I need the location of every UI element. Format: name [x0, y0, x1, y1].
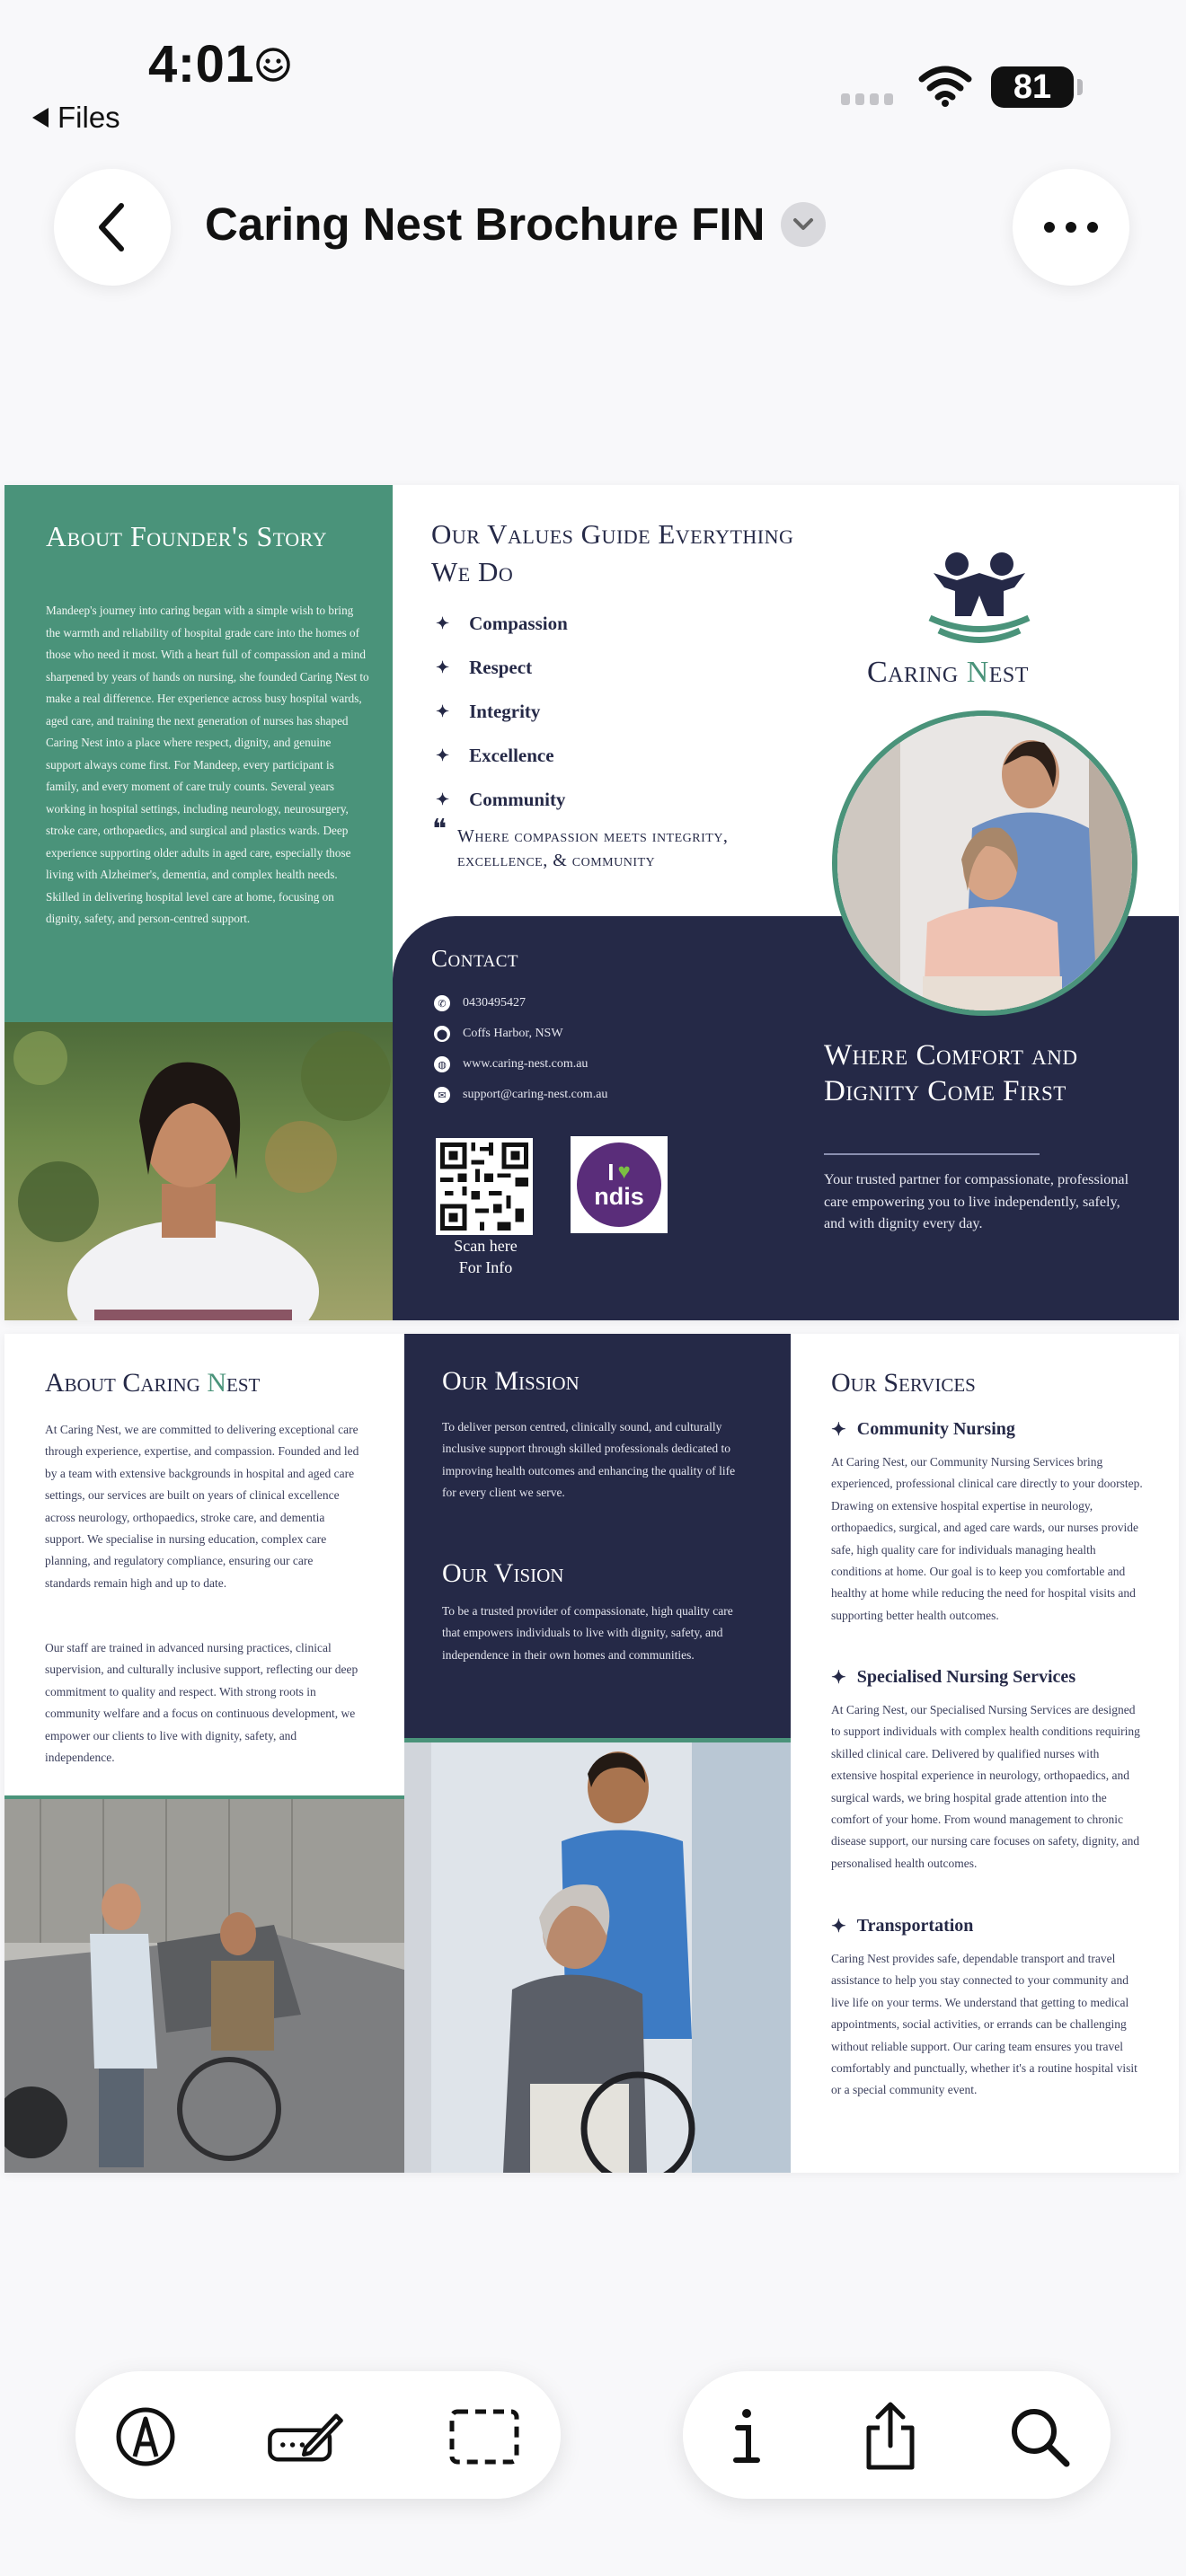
car-assist-photo — [4, 1795, 404, 2173]
founder-text: Mandeep's journey into caring began with a simple wish to bring the warmth and reliability of hospital grade care into the homes of those who need it most. With a heart full of compassion and a mind sharpened by years of hands on nursing, she founded Caring Nest to make a real difference. Her experience across busy hospital wards, aged care, and training the next generation of nurses has shaped Caring Nest into a place where respect, dignity, and genuine support always come first. For Mandeep, every participant is family, and every moment of care truly counts. Several years working in hospital settings, including neurology, neurosurgery, stroke care, orthopaedics, and surgical and plastics wards. Deep experience supporting older adults in aged care, especially those living with Alzheimer's, dementia, and complex health needs. Skilled in delivering hospital level care at home, focusing on dignity, safety, and person-centred support. — [46, 604, 369, 925]
ellipsis-icon — [1042, 221, 1100, 234]
back-files-label: Files — [58, 101, 120, 134]
heart-icon: ♥ — [617, 1160, 631, 1184]
signature-button[interactable] — [265, 2396, 346, 2477]
markup-button[interactable] — [105, 2396, 186, 2477]
contact-title: Contact — [431, 945, 519, 972]
vision-title: Our Vision — [442, 1558, 564, 1588]
nurse-with-patient-image — [404, 1742, 791, 2173]
smiley-icon — [255, 47, 291, 83]
sparkle-icon: ✦ — [831, 1668, 846, 1688]
markup-icon — [113, 2404, 178, 2469]
mission-text: To deliver person centred, clinically sound, and culturally inclusive support through skilled professionals dedicated to improving health outcomes and enhancing the quality of life for every client we serve. — [442, 1420, 736, 1500]
document-title: Caring Nest Brochure FIN — [205, 198, 766, 250]
back-button[interactable] — [54, 169, 171, 286]
service-heading: ✦ Community Nursing — [831, 1419, 1015, 1440]
share-button[interactable] — [850, 2396, 931, 2477]
info-button[interactable] — [706, 2396, 787, 2477]
nurse-and-patient-image — [837, 716, 1137, 1016]
signature-icon — [265, 2404, 346, 2469]
chevron-down-icon — [781, 202, 826, 247]
status-time: 4:01 — [148, 35, 255, 93]
hero-divider — [824, 1153, 1040, 1155]
hero-text: Your trusted partner for compassionate, professional care empowering you to live independently, safely, and with dignity every day. — [824, 1171, 1129, 1231]
founder-title: About Founder's Story — [46, 520, 328, 552]
founder-portrait-image — [4, 1022, 393, 1320]
brochure-page-2[interactable] — [4, 1334, 1179, 2173]
search-icon — [1007, 2404, 1072, 2469]
qr-code-image[interactable] — [435, 1138, 534, 1235]
hero-title: Where Comfort and Dignity Come First — [824, 1039, 1078, 1107]
globe-icon: ◍ — [434, 1056, 450, 1072]
value-item: ✦ Community — [436, 789, 566, 810]
vision-text: To be a trusted provider of compassionate, high quality care that empowers individuals to live with dignity, safety, and independence in their own homes and communities. — [442, 1604, 733, 1662]
select-icon — [448, 2408, 520, 2466]
scan-caption: Scan here For Info — [454, 1237, 518, 1276]
service-heading: ✦ Specialised Nursing Services — [831, 1667, 1076, 1688]
more-options-button[interactable] — [1013, 169, 1129, 286]
ndis-badge: I ♥ ndis — [571, 1136, 668, 1233]
document-title-menu[interactable] — [205, 198, 826, 251]
values-quote: ❝ Where compassion meets integrity, excellence, & community — [432, 815, 729, 870]
nurse-wheelchair-photo — [404, 1742, 791, 2173]
service-heading: ✦ Transportation — [831, 1916, 974, 1936]
sparkle-icon: ✦ — [436, 658, 450, 676]
brochure-page-1[interactable] — [4, 485, 1179, 1320]
chevron-left-icon — [94, 200, 130, 254]
back-to-files-link[interactable] — [32, 101, 120, 135]
open-quote-icon: ❝ — [432, 815, 447, 844]
value-item: ✦ Compassion — [436, 613, 568, 634]
share-icon — [862, 2401, 919, 2473]
phone-icon: ✆ — [434, 995, 450, 1011]
about-paragraph-2: Our staff are trained in advanced nursing practices, clinical supervision, and culturally inclusive support, reflecting our deep commitment to quality and respect. With strong roots in community welfare and a focus on continuous development, we empower our clients to live with dignity, safety, and independence. — [45, 1641, 358, 1765]
contact-location: ⬤ Coffs Harbor, NSW — [434, 1026, 563, 1042]
carer-helping-man-image — [4, 1799, 404, 2173]
back-triangle-icon — [32, 108, 49, 128]
cellular-signal-icon — [841, 93, 893, 105]
battery-indicator — [991, 66, 1074, 108]
info-icon — [729, 2404, 765, 2469]
service-text: At Caring Nest, our Community Nursing Services bring experienced, professional clinical care directly to your doorstep. Drawing on extensive hospital expertise in neurology, orthopaedics, surgical, and aged care wards, our nurses provide safe, high quality care for individuals managing health conditions at home. Our goal is to keep you comfortable and healthy at home while reducing the need for hospital visits and supporting better health outcomes. — [831, 1455, 1143, 1622]
sparkle-icon: ✦ — [436, 746, 450, 764]
hero-photo — [832, 710, 1137, 1016]
values-list — [436, 602, 568, 822]
caring-nest-logo-icon — [921, 546, 1038, 654]
sparkle-icon: ✦ — [831, 1420, 846, 1440]
mission-vision-panel — [404, 1334, 791, 1738]
sparkle-icon: ✦ — [436, 614, 450, 632]
contact-website[interactable]: ◍ www.caring-nest.com.au — [434, 1056, 588, 1072]
sparkle-icon: ✦ — [436, 702, 450, 720]
service-text: At Caring Nest, our Specialised Nursing Services are designed to support individuals with complex health conditions requiring skilled clinical care. Delivered by qualified nurses with extensive hospital experience in neurology, orthopaedics, and surgical wards, we bring hospital grade attention into the comfort of your home. From wound management to chronic disease support, our nursing care focuses on safety, dignity, and personalised health outcomes. — [831, 1703, 1140, 1870]
mission-title: Our Mission — [442, 1366, 580, 1396]
caring-nest-logo-text: Caring Nest — [867, 656, 1029, 689]
sparkle-icon: ✦ — [436, 790, 450, 808]
founder-photo — [4, 1022, 393, 1320]
values-title: Our Values Guide Everything We Do — [431, 518, 794, 587]
contact-email[interactable]: ✉ support@caring-nest.com.au — [434, 1087, 607, 1103]
selection-button[interactable] — [444, 2396, 525, 2477]
wifi-icon — [918, 65, 972, 108]
battery-level-text: 81 — [1013, 67, 1052, 106]
value-item: ✦ Integrity — [436, 701, 541, 722]
email-icon: ✉ — [434, 1087, 450, 1103]
services-title: Our Services — [831, 1368, 976, 1398]
contact-phone[interactable]: ✆ 0430495427 — [434, 995, 526, 1011]
location-pin-icon: ⬤ — [434, 1026, 450, 1042]
about-title: About Caring Nest — [45, 1368, 261, 1398]
service-text: Caring Nest provides safe, dependable transport and travel assistance to help you stay connected to your community and live life on your terms. We understand that getting to medical appointments, social activities, or errands can be challenging without reliable support. Our caring team ensures you travel comfortably and punctually, whether it's a routine hospital visit or a special community event. — [831, 1952, 1137, 2097]
search-button[interactable] — [999, 2396, 1080, 2477]
value-item: ✦ Respect — [436, 657, 533, 678]
value-item: ✦ Excellence — [436, 745, 554, 766]
about-paragraph-1: At Caring Nest, we are committed to delivering exceptional care through experience, expertise, and compassion. Founded and led by a team with extensive backgrounds in hospital and aged care settings, our services are built on years of clinical excellence across neurology, orthopaedics, stroke care, and dementia support. We specialise in nursing education, complex care planning, and regulatory compliance, ensuring our care standards remain high and up to date. — [45, 1423, 359, 1590]
sparkle-icon: ✦ — [831, 1917, 846, 1936]
founder-panel — [4, 485, 393, 1022]
